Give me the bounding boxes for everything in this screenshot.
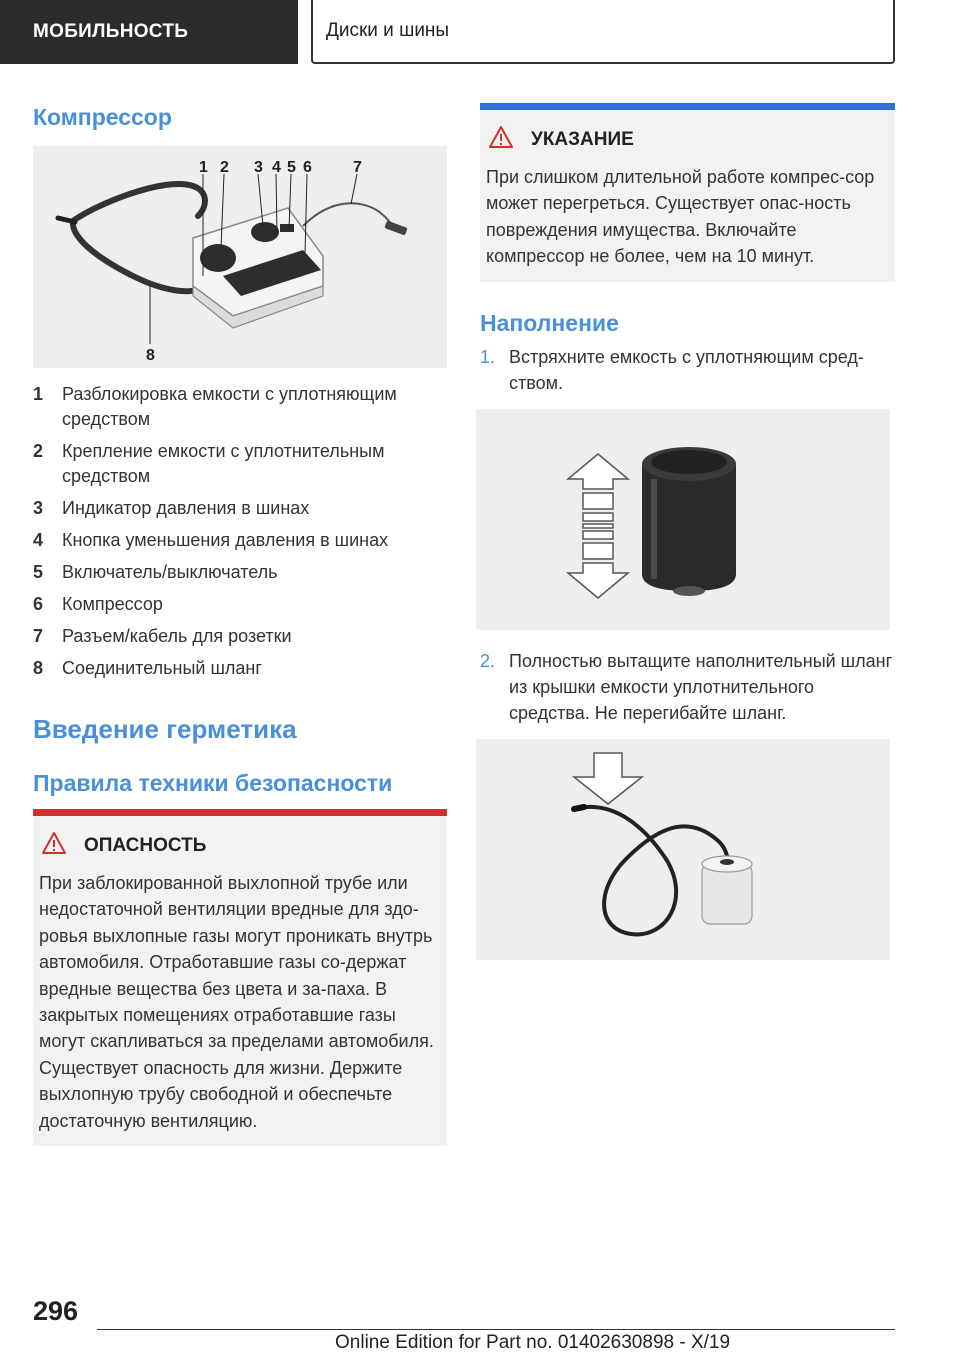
legend-num: 2 [33, 441, 44, 461]
legend-item [33, 439, 447, 489]
shake-illustration [476, 409, 890, 630]
callout-5: 5 [287, 159, 296, 176]
legend-text: Соединительный шланг [62, 658, 262, 678]
legend-text: Индикатор давления в шинах [62, 498, 310, 518]
edition-text: Online Edition for Part no. 01402630898 - X/19 [335, 1332, 731, 1353]
step-2 [480, 648, 895, 726]
danger-title: ОПАСНОСТЬ [84, 835, 207, 856]
info-notice [480, 103, 895, 282]
legend-text: Компрессор [62, 594, 163, 614]
legend-num: 3 [33, 498, 44, 518]
compressor-illustration [33, 146, 447, 368]
info-title-row [480, 110, 895, 155]
legend-item [33, 496, 447, 521]
danger-bar [33, 809, 447, 816]
step-num: 2. [480, 651, 496, 671]
callout-7: 7 [353, 159, 362, 176]
callout-8: 8 [146, 347, 155, 364]
warning-triangle-icon [488, 125, 514, 155]
info-text: При слишком длительной работе компрес-сор может перегреться. Существует опас-ность повреждения имущества. Включайте компрессор не более, чем на 10 минут. [486, 167, 875, 267]
step-item [480, 344, 895, 396]
legend-num: 5 [33, 562, 44, 582]
danger-text: При заблокированной выхлопной трубе или недостаточной вентиляции вредные для здо-ровья выхлопные газы могут проникать внутрь автомобиля. Отработавшие газы со-держат вредные вещества без цвета и за-паха. В закрытых помещениях отработавшие газы могут скапливаться за пределами автомобиля. Существует опасность для жизни. Держите выхлопную трубу свободной и обеспечьте достаточную вентиляцию. [39, 873, 434, 1131]
info-bar [480, 103, 895, 110]
compressor-figure [33, 146, 447, 368]
footer-divider [97, 1329, 895, 1330]
page-number: 296 [33, 1296, 79, 1326]
safety-heading: Правила техники безопасности [33, 770, 393, 796]
chapter-title: Диски и шины [326, 20, 450, 41]
hose-illustration [476, 739, 890, 960]
callout-1: 1 [199, 159, 208, 176]
legend-num: 7 [33, 626, 44, 646]
legend-num: 6 [33, 594, 44, 614]
legend-item [33, 592, 447, 617]
legend-num: 8 [33, 658, 44, 678]
danger-notice [33, 809, 447, 1146]
hose-figure [476, 739, 890, 960]
legend-text: Разъем/кабель для розетки [62, 626, 292, 646]
callout-2: 2 [220, 159, 229, 176]
legend-num: 1 [33, 384, 44, 404]
filling-heading: Наполнение [480, 310, 619, 336]
legend-item [33, 624, 447, 649]
legend-item [33, 382, 447, 432]
legend-text: Разблокировка емкости с уплотняющим средством [62, 384, 397, 429]
step-text: Полностью вытащите наполнительный шланг из крышки емкости уплотнительного средства. Не перегибайте шланг. [509, 651, 893, 723]
legend-num: 4 [33, 530, 44, 550]
callout-4: 4 [272, 159, 281, 176]
danger-title-row [33, 816, 447, 861]
legend-text: Крепление емкости с уплотнительным средством [62, 441, 385, 486]
step-text: Встряхните емкость с уплотняющим сред-ством. [509, 347, 864, 393]
legend-item [33, 656, 447, 681]
section-tab [0, 0, 298, 64]
legend-text: Кнопка уменьшения давления в шинах [62, 530, 389, 550]
shake-figure [476, 409, 890, 630]
step-item [480, 648, 895, 726]
callout-6: 6 [303, 159, 312, 176]
callout-3: 3 [254, 159, 263, 176]
legend-item [33, 528, 447, 553]
compressor-legend [33, 382, 447, 688]
section-title: МОБИЛЬНОСТЬ [33, 21, 189, 42]
chapter-tab [311, 0, 895, 64]
step-1 [480, 344, 895, 396]
sealant-heading: Введение герметика [33, 714, 297, 744]
compressor-heading: Компрессор [33, 104, 172, 130]
info-title: УКАЗАНИЕ [531, 129, 634, 150]
legend-item [33, 560, 447, 585]
step-num: 1. [480, 347, 496, 367]
warning-triangle-icon [41, 831, 67, 861]
legend-text: Включатель/выключатель [62, 562, 278, 582]
